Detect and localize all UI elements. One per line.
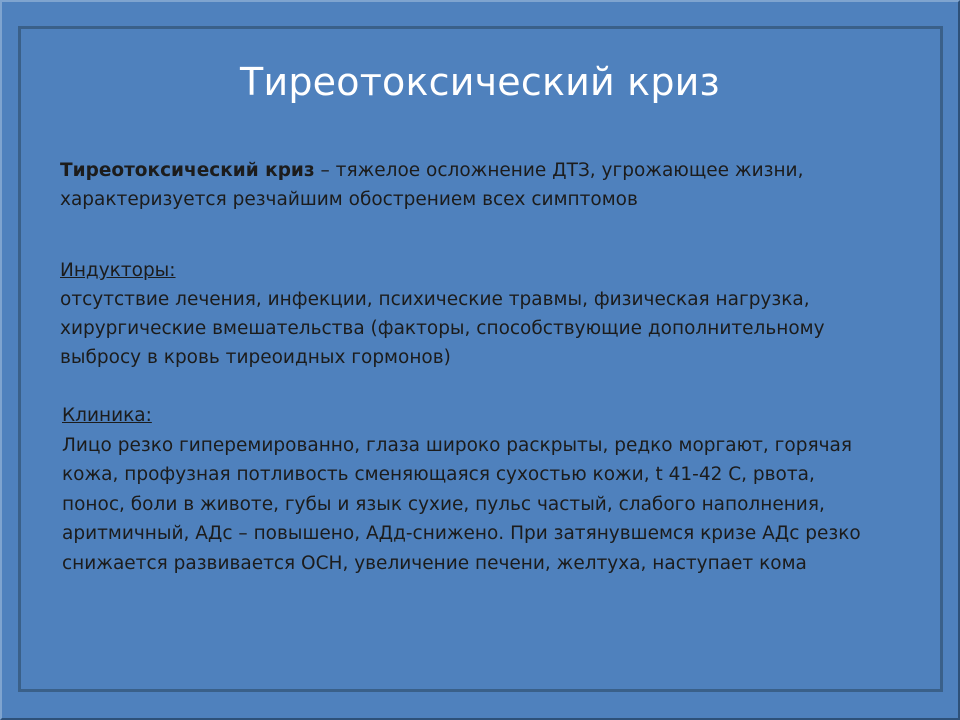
slide-title: Тиреотоксический криз [240, 60, 720, 104]
inductors-text: отсутствие лечения, инфекции, психические травмы, физическая нагрузка, хирургические вмешательства (факторы, способствующие дополнительному выбросу в кровь тиреоидных гормонов) [60, 289, 825, 368]
definition-text: – тяжелое осложнение ДТЗ, угрожающее жизни, характеризуется резчайшим обострением всех симптомов [60, 160, 804, 210]
clinic-section [62, 401, 882, 578]
inductors-heading: Индукторы: [60, 260, 176, 281]
definition-term: Тиреотоксический криз [60, 160, 315, 181]
definition-paragraph [60, 156, 880, 214]
inductors-section [60, 256, 880, 372]
clinic-heading: Клиника: [62, 405, 152, 426]
clinic-text: Лицо резко гиперемированно, глаза широко раскрыты, редко моргают, горячая кожа, профузная потливость сменяющаяся сухостью кожи, t 41-42 С, рвота, понос, боли в животе, губы и язык сухие, пульс частый, слабого наполнения, аритмичный, АДс – повышено, АДд-снижено. При затянувшемся кризе АДс резко снижается развивается ОСН, увеличение печени, желтуха, наступает кома [62, 434, 861, 574]
